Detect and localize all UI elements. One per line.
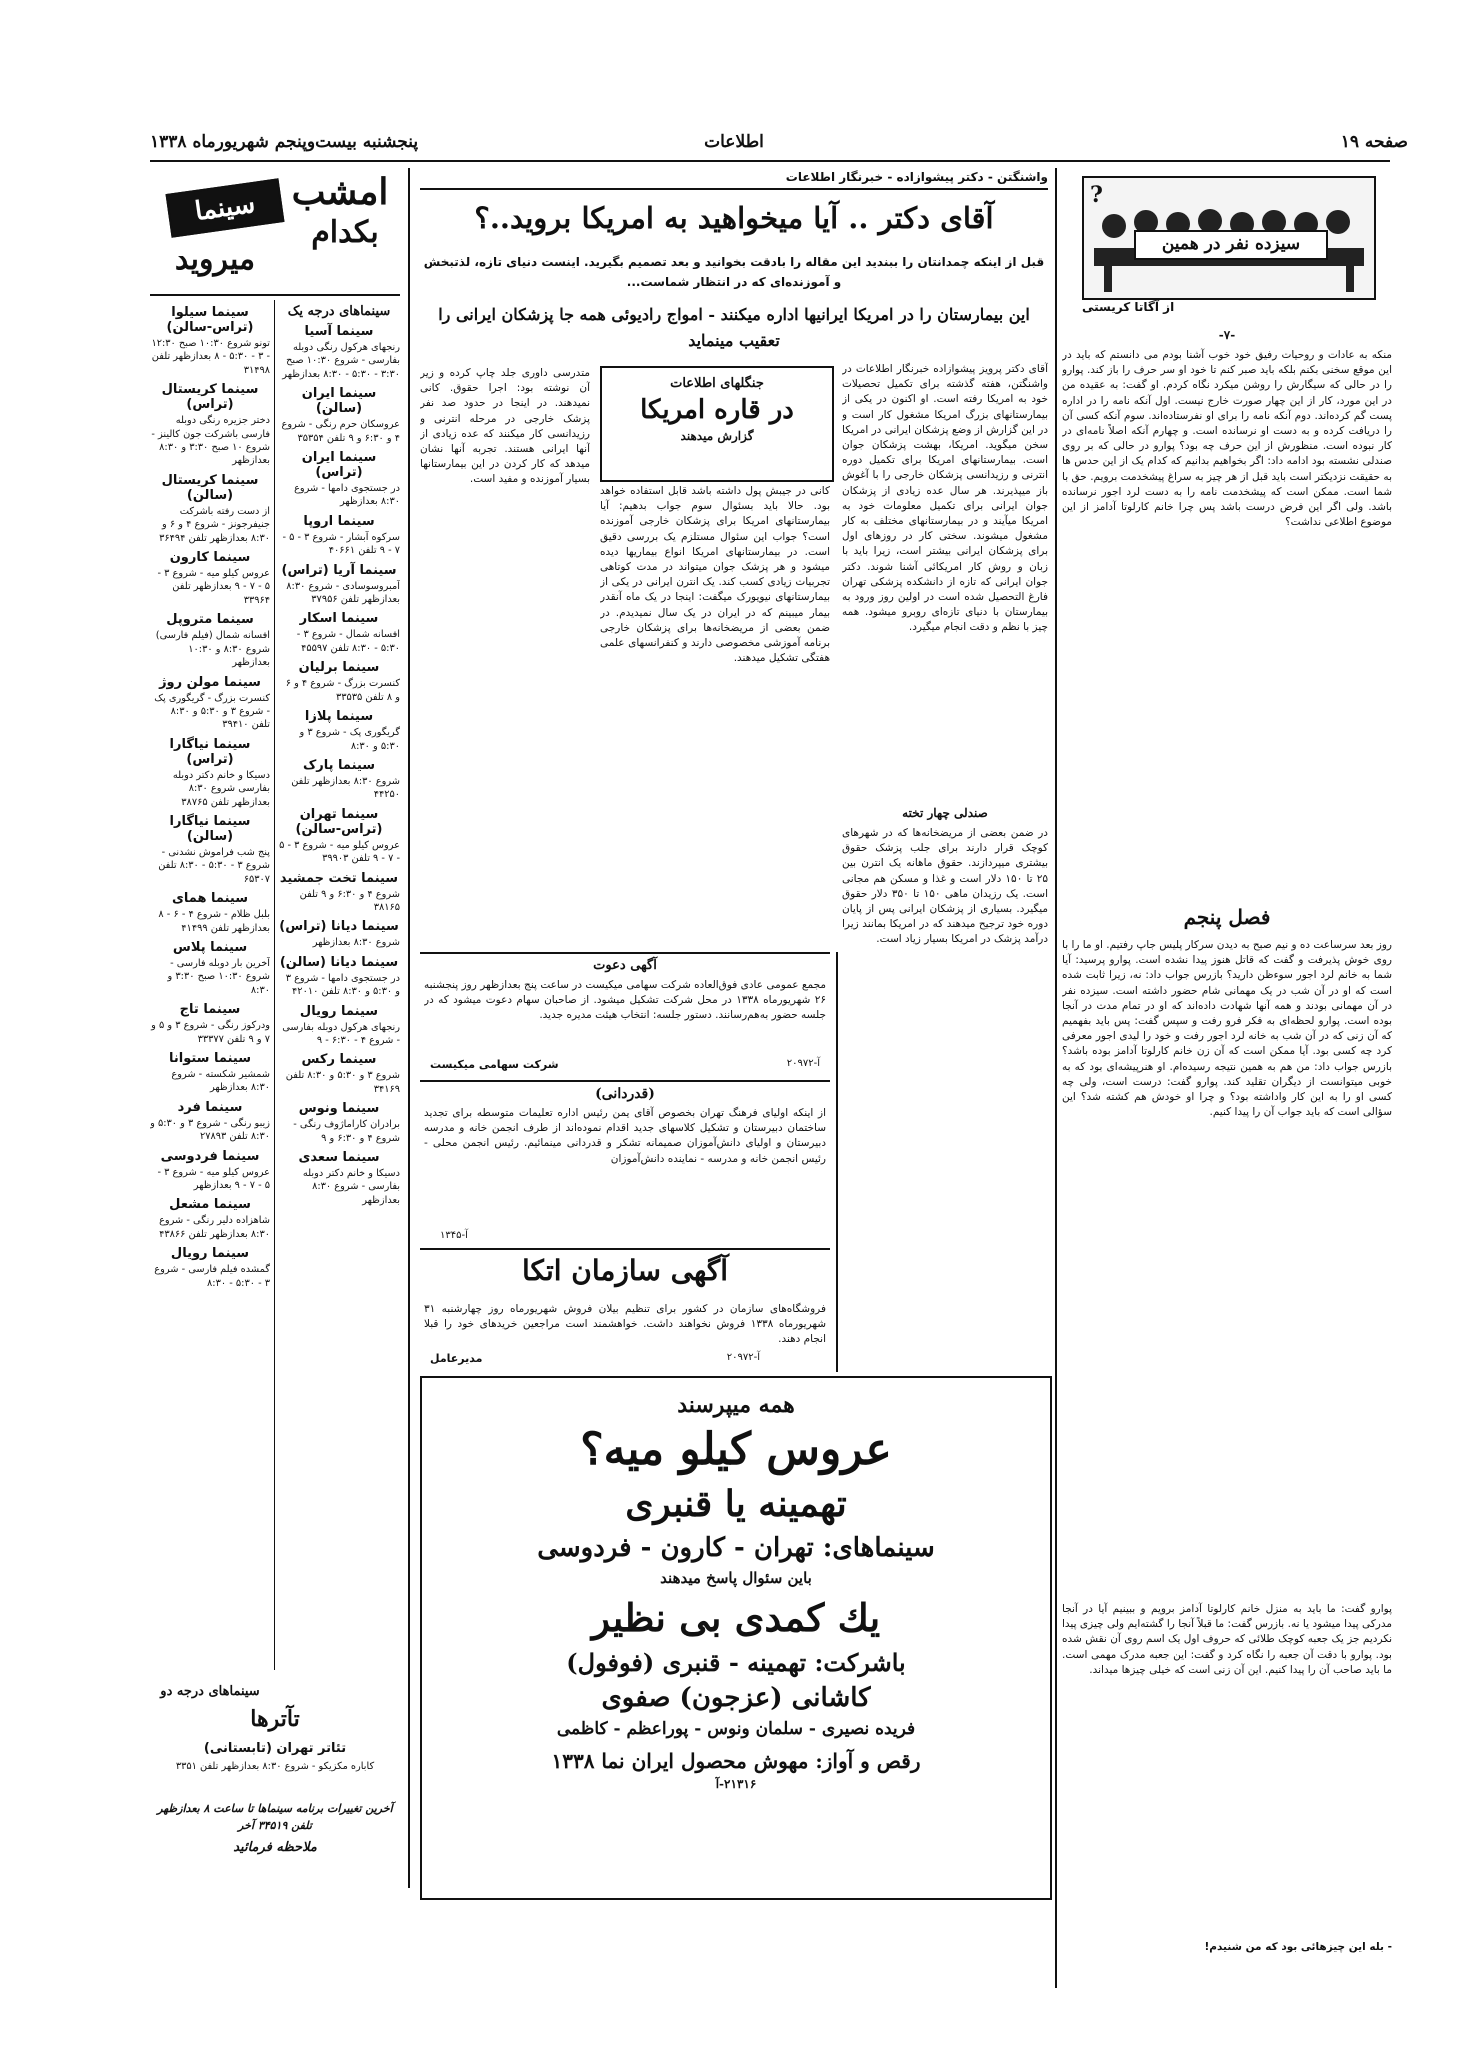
cinema-showtimes: افسانه شمال - شروع ۳ - ۵:۳۰ - ۸:۳۰ تلفن ۴۵۵۹۷	[296, 629, 400, 654]
cinema-guide-footnote-sign: ملاحظه فرمائید	[233, 1840, 317, 1855]
cinema-name: سینما رویال	[299, 1003, 379, 1019]
cinema-name: سینما مشعل	[169, 1197, 251, 1213]
cinema-name: سینما مولن روژ	[159, 674, 261, 690]
cinema-showtimes: شاهزاده دلیر رنگی - شروع ۸:۳۰ بعدازظهر تلفن ۴۳۸۶۶	[159, 1215, 270, 1240]
film-ad-top: همه میپرسند	[677, 1392, 795, 1418]
cinema-showtimes: شروع ۴ و ۶:۳۰ و ۹ تلفن ۳۸۱۶۵	[299, 888, 400, 913]
cinema-list-right	[278, 300, 400, 1680]
cinema-showtimes: عروس کیلو میه - شروع ۳ - ۵ - ۷ - ۹ تلفن ۳۹۹۰۳	[279, 839, 400, 865]
cinema-guide-header-tonight: امشب	[291, 171, 389, 213]
cinema-showtimes: گریگوری پک - شروع ۳ و ۵:۳۰ و ۸:۳۰	[299, 727, 400, 752]
serial-chapter-heading: فصل پنجم	[1183, 905, 1271, 929]
cinema-showtimes: شروع ۸:۳۰ بعدازظهر تلفن ۴۴۲۵۰	[291, 775, 400, 801]
column-rule-2	[408, 168, 410, 1888]
notice-1-signature: شرکت سهامی میکیست	[430, 1058, 559, 1071]
notice-2-title: (قدردانی)	[595, 1086, 655, 1102]
cinema-showtimes: سرکوه آبشار - شروع ۳ - ۵ - ۷ - ۹ تلفن ۴۰۶۶۱	[282, 531, 400, 557]
cinema-name: سینما کارون	[169, 550, 251, 566]
cinema-showtimes: در جستجوی دامها - شروع ۸:۳۰ بعدازظهر	[294, 483, 400, 508]
masthead-date: پنجشنبه بیست‌وپنجم شهریورماه ۱۳۳۸	[150, 132, 419, 152]
reporters-box-subtitle: در قاره امریکا	[640, 395, 794, 425]
cinema-guide-header	[150, 170, 400, 290]
film-ad-title: عروس کیلو میه؟	[580, 1424, 892, 1475]
cinema-name: سینما ستوانا	[169, 1051, 251, 1066]
article-column-d: در ضمن بعضی از مریضخانه‌ها که در شهرهای کوچک قرار دارند برای جلب پزشک حقوق بیشتری میپردازند. حقوق ماهانه یک انترن بین ۲۵ تا ۱۵۰ دلار است و غذا و مسکن هم مجانی است. یک رزیدان ماهی ۱۵۰ تا ۳۵۰ دلار حقوق میگیرد. بسیاری از پزشکان ایرانی پس از پایان دوره خود ترجیح میدهند که در امریکا بمانند زیرا درآمد پزشک در امریکا بسیار زیاد است.	[842, 827, 1048, 946]
cinema-name: سینما ایران (تراس)	[301, 450, 377, 481]
cinema-name: سینما اروپا	[303, 513, 375, 529]
cinema-section-first-class: سینماهای درجه یک	[287, 304, 391, 319]
cinema-name: سینما رویال	[170, 1246, 250, 1262]
cinema-name: سینما دیانا (سالن)	[279, 954, 399, 970]
article-column-a: آقای دکتر پرویز پیشوازاده خبرنگار اطلاعات در واشنگتن، هفته گذشته برای تکمیل تحصیلات خود به امریکا رفته است. او اکنون در یکی از بیمارستانهای بزرگ امریکا مشغول کار است و در این گزارش از وضع پزشکان ایرانی در امریکا سخن میگوید. امریکا، بهشت پزشکان جوان است. بیمارستانهای امریکا برای تکمیل دوره انترنی و رزیدانسی پزشکان خارجی را با آغوش باز میپذیرند. هر سال عده زیادی از پزشکان جوان ایرانی برای تکمیل معلومات خود به امریکا میآیند و در بیمارستانهای مختلف به کار مشغول میشوند. سختی کار در روزهای اول برای پزشکان ایرانی بیشتر است، زیرا باید با زبان و روش کار امریکائی آشنا شوند. دکتر جوان ایرانی که تازه از دانشکده پزشکی تهران فارغ التحصیل شده است در اولین روز ورود به بیمارستان با دنیای تازه‌ای روبرو میشود. همه چیز با نظم و دقت انجام میگیرد.	[842, 363, 1048, 634]
cinema-left-entries	[150, 305, 270, 1290]
serial-part-number: -۷-	[1218, 328, 1236, 342]
cinema-showtimes: شمشیر شکسته - شروع ۸:۳۰ بعدازظهر	[171, 1069, 270, 1094]
cinema-right-entries	[278, 324, 400, 1207]
cinema-showtimes: رنجهای هرکول رنگی دوبله بفارسی - شروع ۱۰:۳۰ صبح ۳:۳۰ - ۵:۳۰ - ۸:۳۰ بعدازظهر	[282, 342, 400, 380]
serial-text-2: روز بعد سرساعت ده و نیم صبح به دیدن سرکار پلیس جاپ رفتیم. او ما را با روی خوش پذیرفت و گفت که قاتل هنوز پیدا نشده است. پوارو پرسید: آیا شما به خانم لرد اجور سوءظن دارید؟ بازرس جواب داد: نه، زیرا ثابت شده است که او در آن شب در یک مهمانی شام حضور داشته است. سیزده نفر در آن مهمانی بودند و همه آنها شهادت داده‌اند که او در تمام مدت در آنجا بوده است. پوارو لحظه‌ای به فکر فرو رفت و سپس گفت: پس باید بفهمیم که آن زنی که در آن شب به خانه لرد اجور رفت و خود را لیدی اجور معرفی کرد چه کسی بود. آیا ممکن است که آن زن خانم کارلوتا آدامز بوده باشد؟ بازرس جواب داد: من هم به همین نتیجه رسیده‌ام. او هنرپیشه‌ای بود که به خوبی میتوانست از دیگران تقلید کند. پوارو گفت: درست است، ولی چه کسی او را به این کار واداشته بود؟ و چرا او خودش هم کشته شد؟ این سؤالی است که باید جواب آن را پیدا کنیم.	[1062, 939, 1392, 1119]
reporters-box-title: جنگلهای اطلاعات	[670, 376, 764, 391]
film-ad-cast-1: باشرکت: تهمینه - قنبری (فوفول)	[566, 1648, 906, 1677]
cinema-showtimes: پنج شب فراموش نشدنی - شروع ۳ - ۵:۳۰ - ۸:۳۰ تلفن ۶۵۳۰۷	[158, 846, 270, 885]
cinema-name: سینما پلاس	[172, 939, 248, 955]
film-ad-answer: باین سئوال پاسخ میدهند	[660, 1569, 812, 1587]
article-column-c: متدرسی داوری جلد چاپ کرده و زیر آن نوشته بود: اجرا حقوق. کانی نمیدهند. در اینجا در حدود صد نفر پزشک خارجی در مرحله انترنی و رزیدانسی کار میکنند که عده زیادی از آنها ایرانی هستند. تجربه آنها نشان میدهد که کار کردن در این بیمارستانها بسیار آموزنده و مفید است.	[420, 367, 590, 486]
cinema-name: سینما همای	[171, 891, 249, 907]
theatre-info: کاباره مکزیکو - شروع ۸:۳۰ بعدازظهر تلفن ۳۳۵۱	[175, 1761, 375, 1772]
cinema-name: سینما تخت جمشید	[279, 870, 399, 886]
notice-3-title: آگهی سازمان اتکا	[521, 1254, 729, 1287]
cinema-showtimes: گمشده فیلم فارسی - شروع ۳ - ۵:۳۰ - ۸:۳۰	[154, 1264, 270, 1289]
notice-2-code: آ-۱۳۴۵	[440, 1230, 468, 1241]
notice-rule-v	[836, 952, 838, 1372]
masthead-paper-name: اطلاعات	[704, 132, 764, 152]
cinema-showtimes: کنسرت بزرگ - گریگوری پک - شروع ۳ و ۵:۳۰ و ۸:۳۰ تلفن ۳۹۴۱۰	[154, 692, 270, 731]
question-mark-icon: ?	[1090, 182, 1103, 208]
cinema-name: سینما پلازا	[304, 709, 374, 725]
cinema-guide-header-which: بکدام	[311, 215, 379, 250]
cinema-name: سینما ایران (سالن)	[301, 386, 377, 417]
cinema-showtimes: افسانه شمال (فیلم فارسی) شروع ۸:۳۰ و ۱۰:۳۰ بعدازظهر	[155, 630, 270, 669]
reporters-box	[600, 366, 834, 482]
cinema-name: سینما اسکار	[299, 611, 379, 627]
theatre-name: تئاتر تهران (تابستانی)	[203, 1741, 347, 1756]
article-subhead: این بیمارستان را در امریکا ایرانیها اداره میکنند - امواج رادیوئی همه جا پزشکان ایرانی را تعقیب مینماید	[438, 305, 1030, 350]
cinema-showtimes: عروس کیلو میه - شروع ۳ - ۵ - ۷ - ۹ بعدازظهر تلفن ۳۳۹۶۴	[157, 568, 270, 606]
cinema-name: سینما کریستال (تراس)	[161, 382, 259, 413]
theatre-header: تآترها	[250, 1706, 300, 1732]
film-ad-cast-2: کاشانی (عزجون) صفوی	[601, 1683, 871, 1713]
cinema-name: سینما برلیان	[298, 660, 380, 676]
cinema-name: سینما متروپل	[166, 612, 254, 628]
serial-author: از آگاتا کریستی	[1082, 300, 1175, 314]
notice-2-rule	[420, 1080, 830, 1082]
cinema-showtimes: دختر جزیره رنگی دوبله فارسی باشرکت جون کالینز - شروع ۱۰ صبح ۳:۳۰ و ۸:۳۰ بعدازظهر	[151, 415, 270, 467]
cinema-showtimes: در جستجوی دامها - شروع ۳ و ۵:۳۰ و ۸:۳۰ تلفن ۴۲۰۱۰	[285, 972, 400, 998]
cinema-name: سینما تاج	[179, 1002, 241, 1018]
cinema-guide-header-rule	[150, 294, 400, 296]
film-ad-cinemas: سینماهای: تهران - کارون - فردوسی	[537, 1533, 935, 1563]
cinema-name: سینما تهران (تراس-سالن)	[295, 806, 383, 837]
notice-3-text: فروشگاه‌های سازمان در کشور برای تنظیم بیلان فروش شهریورماه روز چهارشنبه ۳۱ شهریورماه ۱۳۳۸ فروش نخواهند داشت. خواهشمند است مراجعین خریدهای خود را قبلا انجام دهند.	[424, 1303, 826, 1346]
cinema-showtimes: کنسرت بزرگ - شروع ۴ و ۶ و ۸ تلفن ۳۳۵۳۵	[285, 678, 400, 703]
cinema-name: سینما آسیا	[304, 324, 374, 339]
cinema-showtimes: آخرین بار دوبله فارسی - شروع ۱۰:۳۰ صبح ۳:۳۰ و ۸:۳۰	[167, 957, 270, 996]
cinema-list-left	[150, 300, 270, 1680]
notice-3-signature: مدیرعامل	[430, 1352, 483, 1365]
film-ad-cast-3: فریده نصیری - سلمان ونوس - پوراعظم - کاظمی	[556, 1719, 916, 1739]
cinema-showtimes: شروع ۸:۳۰ بعدازظهر	[312, 937, 400, 949]
notice-1-text: مجمع عمومی عادی فوق‌العاده شرکت سهامی میکیست در ساعت پنج بعدازظهر روز پنجشنبه ۲۶ شهریورماه ۱۳۳۸ در محل شرکت تشکیل میشود. از صاحبان سهام دعوت میشود که در جلسه حضور به‌هم‌رسانند. دستور جلسه: انتخاب هیئت مدیره جدید.	[424, 979, 826, 1022]
notice-1-rule	[420, 952, 830, 954]
cinema-name: سینما سعدی	[298, 1150, 380, 1165]
cinema-section-second-class: سینماهای درجه دو	[160, 1684, 260, 1699]
cinema-showtimes: برادران کاراماژوف رنگی - شروع ۴ و ۶:۳۰ و ۹	[293, 1119, 400, 1144]
film-ad-footer: رقص و آواز: مهوش محصول ایران نما ۱۳۳۸	[551, 1749, 921, 1773]
cinema-name: سینما سیلوا (تراس-سالن)	[166, 305, 254, 335]
notice-3-rule	[420, 1248, 830, 1250]
cinema-showtimes: عروس کیلو میه - شروع ۳ - ۵ - ۷ - ۹ بعدازظهر	[157, 1166, 270, 1192]
cinema-showtimes: ودرکوز رنگی - شروع ۳ و ۵ و ۷ و ۹ تلفن ۳۳۳۷۷	[151, 1020, 270, 1045]
serial-ending: - بله این چیزهائی بود که من شنیدم!	[1204, 1941, 1392, 1953]
cinema-showtimes: عروسکان حرم رنگی - شروع ۴ و ۶:۳۰ و ۹ تلفن ۳۵۳۵۴	[281, 419, 400, 444]
serial-section	[1062, 170, 1392, 1980]
cinema-name: سینما فرد	[177, 1099, 243, 1115]
cinema-showtimes: زیبو رنگی - شروع ۳ و ۵:۳۰ و ۸:۳۰ تلفن ۲۷۸۹۳	[150, 1117, 270, 1143]
cinema-name: سینما فردوسی	[160, 1148, 260, 1164]
cinema-guide-footnote: آخرین تغییرات برنامه سینماها تا ساعت ۸ بعدازظهر تلفن ۳۴۵۱۹ آخر	[157, 1802, 393, 1832]
film-advertisement	[420, 1376, 1052, 1900]
cinema-showtimes: رنجهای هرکول دوبله بفارسی - شروع ۴ - ۶:۳۰ - ۹	[282, 1021, 400, 1046]
masthead-rule	[150, 160, 1390, 162]
cinema-name: سینما پارک	[302, 757, 376, 773]
serial-title: سیزده نفر در همین	[1134, 230, 1328, 260]
cinema-name: سینما رکس	[301, 1052, 377, 1068]
cinema-showtimes: از دست رفته باشرکت جنیفرجونز - شروع ۴ و ۶ و ۸:۳۰ بعدازظهر تلفن ۳۶۴۹۴	[159, 505, 270, 544]
serial-text-3: پوارو گفت: ما باید به منزل خانم کارلوتا آدامز برویم و ببینیم آیا در آنجا مدرکی پیدا میشود یا نه. بازرس گفت: ما قبلاً آنجا را گشته‌ایم ولی چیزی پیدا نکردیم جز یک جعبه کوچک طلائی که حروف اول یک اسم روی آن نقش شده بود. پوارو با دقت آن جعبه را نگاه کرد و گفت: این جعبه مدرک مهمی است. ما باید صاحب آن را پیدا کنیم. این آن زنی است که خیلی چیزها میداند.	[1062, 1603, 1392, 1676]
byline-rule	[420, 188, 1048, 190]
cinema-guide-col-rule	[274, 300, 275, 1670]
cinema-guide-header-cinema: سینما	[165, 178, 284, 237]
article-lead: قبل از اینکه چمدانتان را ببندید این مقاله را بادقت بخوانید و بعد تصمیم بگیرید. اینست دنیای تازه، لذتبخش و آموزنده‌ای که در انتظار شماست...	[423, 255, 1045, 289]
cinema-showtimes: دسیکا و خانم دکتر دوبله بفارسی شروع ۸:۳۰ بعدازظهر تلفن ۳۸۷۶۵	[172, 769, 270, 808]
film-ad-code: ۲۱۳۱۶-آ	[715, 1777, 757, 1791]
cinema-name: سینما آریا (تراس)	[281, 562, 397, 578]
column-rule-1	[1055, 168, 1057, 1988]
cinema-name: سینما دیانا (تراس)	[279, 919, 399, 935]
serial-title-box	[1082, 176, 1376, 300]
reporters-box-tag: گزارش میدهند	[680, 429, 754, 443]
cinema-showtimes: تونو شروع ۱۰:۳۰ صبح ۱۲:۳۰ - ۳ - ۵:۳۰ - ۸ بعدازظهر تلفن ۳۱۴۹۸	[151, 338, 270, 376]
cinema-name: سینما نیاگارا (تراس)	[169, 736, 251, 767]
notice-2-text: از اینکه اولیای فرهنگ تهران بخصوص آقای یمن رئیس اداره تعلیمات متوسطه برای تجدید ساختمان دبیرستان و تشکیل کلاسهای جدید اقدام نموده‌اند از طرف انجمن خانه و مدرسه دبیرستان و اولیای دانش‌آموزان صمیمانه تشکر و قدردانی مینمائیم. رئیس انجمن محلی - رئیس انجمن خانه و مدرسه - نماینده دانش‌آموزان	[424, 1107, 826, 1165]
cinema-showtimes: شروع ۳ و ۵:۳۰ و ۸:۳۰ تلفن ۳۴۱۶۹	[285, 1070, 400, 1095]
article-byline: واشنگتن - دکتر پیشوازاده - خبرنگار اطلاعات	[785, 170, 1048, 184]
serial-text-1: منکه به عادات و روحیات رفیق خود خوب آشنا بودم می دانستم که باید در این موقع سخنی بکنم بلکه باید صبر کنم تا خود او سر حرف را باز کند. پوارو را در حالی که سیگارش را روشن میکرد نگاه کردم. او گفت: به عقیده من در این مورد، کار از این چهار صورت خارج نیست. اول آنکه نامه را در اداره پست گم کرده‌اند. دوم آنکه نامه را برای او نفرستاده‌اند. سوم آنکه کسی آن را دریافت کرده و به دست او نرسانده است. و چهارم آنکه اصلاً نامه‌ای در کار نبوده است. منظورش از این حرف چه بود؟ پوارو در حالی که بر روی صندلی نشسته بود ادامه داد: اگر بخواهیم بدانیم که کدام یک از این حدس ها به حقیقت نزدیکتر است باید قبل از هر چیز به سراغ پیشخدمت برویم. حق با شما است. ممکن است که پیشخدمت نامه را به دست لرد اجور نرسانده باشد. ولی اگر این فرض درست باشد پس چرا خانم کارلوتا آدامز از این موضوع اطلاعی نداشت؟	[1062, 349, 1392, 529]
cinema-name: سینما ونوس	[298, 1101, 380, 1117]
masthead-page-number: صفحه ۱۹	[1340, 132, 1408, 152]
notice-3-code: آ-۲۰۹۷۲	[726, 1352, 760, 1363]
article-headline: آقای دکتر .. آیا میخواهید به امریکا بروید..؟	[474, 201, 994, 235]
cinema-name: سینما کریستال (سالن)	[161, 472, 259, 503]
cinema-name: سینما نیاگارا (سالن)	[169, 813, 251, 844]
article-column-a-subhead: صندلی چهار تخته	[902, 806, 988, 820]
cinema-showtimes: دسیکا و خانم دکتر دوبله بفارسی - شروع ۸:۳۰ بعدازظهر	[302, 1168, 400, 1206]
cinema-showtimes: آمبروسوسادی - شروع ۸:۳۰ بعدازظهر تلفن ۳۷۹۵۶	[286, 580, 400, 606]
film-ad-stars: تهمینه یا قنبری	[625, 1483, 847, 1525]
film-ad-tagline: یك کمدی بی نظیر	[591, 1595, 881, 1640]
notice-1-code: آ-۲۰۹۷۲	[786, 1058, 820, 1069]
cinema-showtimes: بلبل ظلام - شروع ۴ - ۶ - ۸ بعدازظهر تلفن ۴۱۴۹۹	[158, 909, 270, 934]
article-column-b: کانی در جیبش پول داشته باشد قابل استفاده خواهد بود. حالا باید بسئوال سوم جواب بدهیم: آیا بیمارستانهای امریکا برای پزشکان خارجی آموزنده است؟ جواب این سئوال مستلزم یک بررسی دقیق است. در بیمارستانهای امریکا انواع بیماریها دیده میشود و هر پزشک جوان میتواند در مدت کوتاهی تجربیات زیادی کسب کند. یک انترن ایرانی در یکی از بیمارستانهای نیویورک میگفت: اینجا در یک ماه آنقدر بیمار میبینم که در ایران در یک سال نمیدیدم. در ضمن بعضی از مریضخانه‌ها برای پزشکان خارجی برنامه آموزشی مخصوصی دارند و کنفرانسهای علمی هفتگی تشکیل میدهند.	[600, 485, 830, 665]
notice-1-title: آگهی دعوت	[593, 958, 657, 973]
cinema-guide-header-go: میروید	[174, 242, 256, 277]
